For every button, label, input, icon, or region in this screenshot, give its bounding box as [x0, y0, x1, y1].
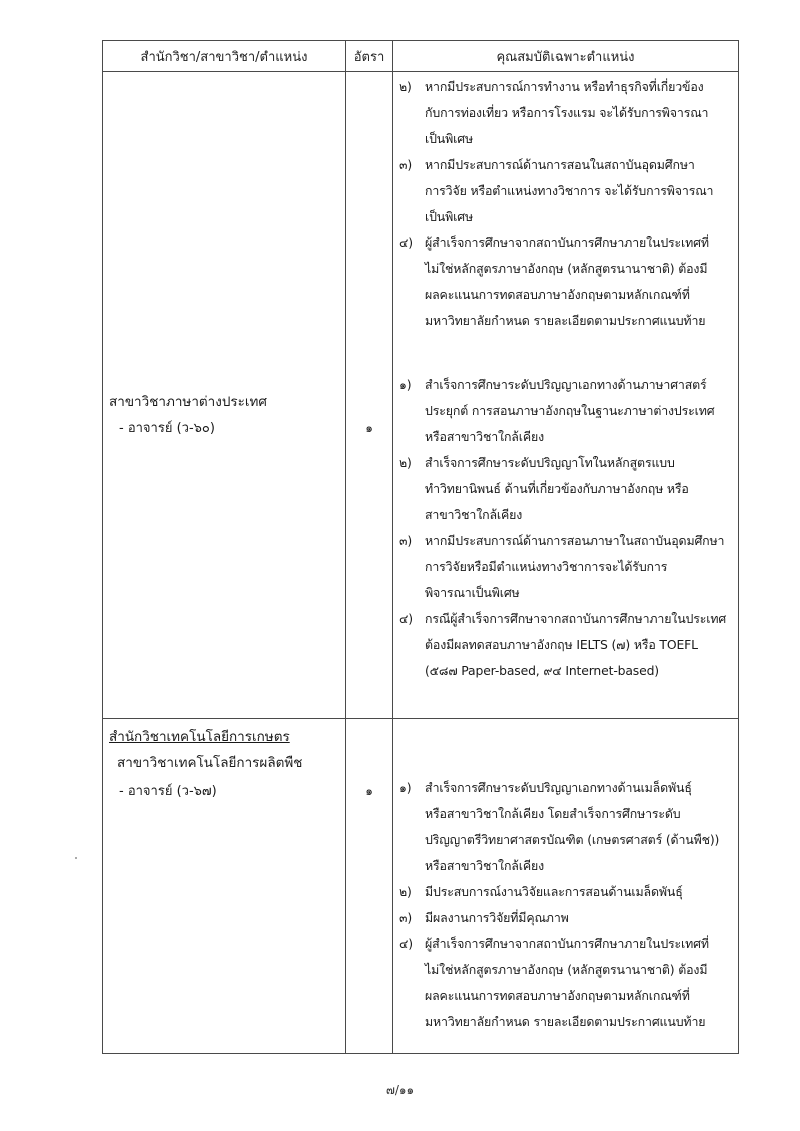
qual-item: ๓) หากมีประสบการณ์ด้านการสอนในสถาบันอุดมศึกษา [399, 157, 695, 172]
page-number: ๗/๑๑ [385, 1083, 415, 1097]
qual-line: หรือสาขาวิชาใกล้เคียง [425, 858, 544, 873]
program-name: สาขาวิชาเทคโนโลยีการผลิตพืช [117, 755, 303, 771]
qual-item: ๒) มีประสบการณ์งานวิจัยและการสอนด้านเมล็ดพันธุ์ [399, 884, 683, 899]
qual-item: ๑) สำเร็จการศึกษาระดับปริญญาเอกทางด้านเมล็ดพันธุ์ [399, 780, 692, 795]
rate-value: ๑ [365, 421, 373, 435]
position-name: - อาจารย์ (ว-๖๐) [119, 421, 215, 436]
qualifications-cell [393, 719, 739, 1054]
table-row [103, 719, 739, 1054]
program-name: สาขาวิชาภาษาต่างประเทศ [109, 394, 268, 410]
unit-cell [103, 719, 346, 1054]
table-header-row [103, 41, 739, 72]
qual-line: สาขาวิชาใกล้เคียง [425, 507, 523, 522]
school-name: สำนักวิชาเทคโนโลยีการเกษตร [109, 729, 290, 745]
qual-line: ผลคะแนนการทดสอบภาษาอังกฤษตามหลักเกณฑ์ที่ [425, 287, 690, 302]
scan-speck [75, 857, 77, 859]
qual-line: เป็นพิเศษ [425, 131, 473, 146]
qual-item: ๔) ผู้สำเร็จการศึกษาจากสถาบันการศึกษาภายในประเทศที่ [399, 936, 709, 951]
qual-item: ๓) หากมีประสบการณ์ด้านการสอนภาษาในสถาบันอุดมศึกษา [399, 533, 725, 548]
qual-line: หรือสาขาวิชาใกล้เคียง [425, 429, 544, 444]
qual-item: ๔) ผู้สำเร็จการศึกษาจากสถาบันการศึกษาภายในประเทศที่ [399, 235, 709, 250]
qual-line: พิจารณาเป็นพิเศษ [425, 585, 520, 600]
rate-cell [346, 719, 393, 1054]
qual-item: ๓) มีผลงานการวิจัยที่มีคุณภาพ [399, 910, 569, 925]
qual-line: การวิจัย หรือตำแหน่งทางวิชาการ จะได้รับการพิจารณา [425, 183, 714, 198]
qual-line: ผลคะแนนการทดสอบภาษาอังกฤษตามหลักเกณฑ์ที่ [425, 988, 690, 1003]
qual-line: กับการท่องเที่ยว หรือการโรงแรม จะได้รับการพิจารณา [425, 105, 709, 120]
qual-line: มหาวิทยาลัยกำหนด รายละเอียดตามประกาศแนบท้าย [425, 1014, 706, 1029]
qual-item: ๑) สำเร็จการศึกษาระดับปริญญาเอกทางด้านภาษาศาสตร์ [399, 377, 707, 392]
qual-line: เป็นพิเศษ [425, 209, 473, 224]
rate-value: ๑ [365, 784, 373, 798]
position-name: - อาจารย์ (ว-๖๗) [119, 784, 217, 799]
qualifications-table [102, 40, 739, 1054]
header-unit: สำนักวิชา/สาขาวิชา/ตำแหน่ง [103, 41, 346, 72]
qual-line: ไม่ใช่หลักสูตรภาษาอังกฤษ (หลักสูตรนานาชาติ) ต้องมี [425, 261, 708, 276]
table-row [103, 72, 739, 719]
qual-line: การวิจัยหรือมีตำแหน่งทางวิชาการจะได้รับการ [425, 559, 668, 574]
qual-line: ต้องมีผลทดสอบภาษาอังกฤษ IELTS (๗) หรือ TOEFL [425, 637, 698, 652]
qual-line: หรือสาขาวิชาใกล้เคียง โดยสำเร็จการศึกษาระดับ [425, 806, 681, 821]
qual-item: ๔) กรณีผู้สำเร็จการศึกษาจากสถาบันการศึกษาภายในประเทศ [399, 611, 727, 626]
rate-cell [346, 72, 393, 719]
qual-line: มหาวิทยาลัยกำหนด รายละเอียดตามประกาศแนบท้าย [425, 313, 706, 328]
header-rate: อัตรา [346, 41, 393, 72]
header-qualifications: คุณสมบัติเฉพาะตำแหน่ง [393, 41, 739, 72]
qual-line: (๕๘๗ Paper-based, ๙๔ Internet-based) [425, 663, 659, 678]
unit-cell [103, 72, 346, 719]
qualifications-cell [393, 72, 739, 719]
qual-line: ไม่ใช่หลักสูตรภาษาอังกฤษ (หลักสูตรนานาชาติ) ต้องมี [425, 962, 708, 977]
qual-line: ปริญญาตรีวิทยาศาสตรบัณฑิต (เกษตรศาสตร์ (ด้านพืช)) [425, 832, 720, 847]
qual-item: ๒) สำเร็จการศึกษาระดับปริญญาโทในหลักสูตรแบบ [399, 455, 675, 470]
qual-item: ๒) หากมีประสบการณ์การทำงาน หรือทำธุรกิจที่เกี่ยวข้อง [399, 79, 704, 94]
qual-line: ประยุกต์ การสอนภาษาอังกฤษในฐานะภาษาต่างประเทศ [425, 403, 715, 418]
qual-line: ทำวิทยานิพนธ์ ด้านที่เกี่ยวข้องกับภาษาอังกฤษ หรือ [425, 481, 689, 496]
